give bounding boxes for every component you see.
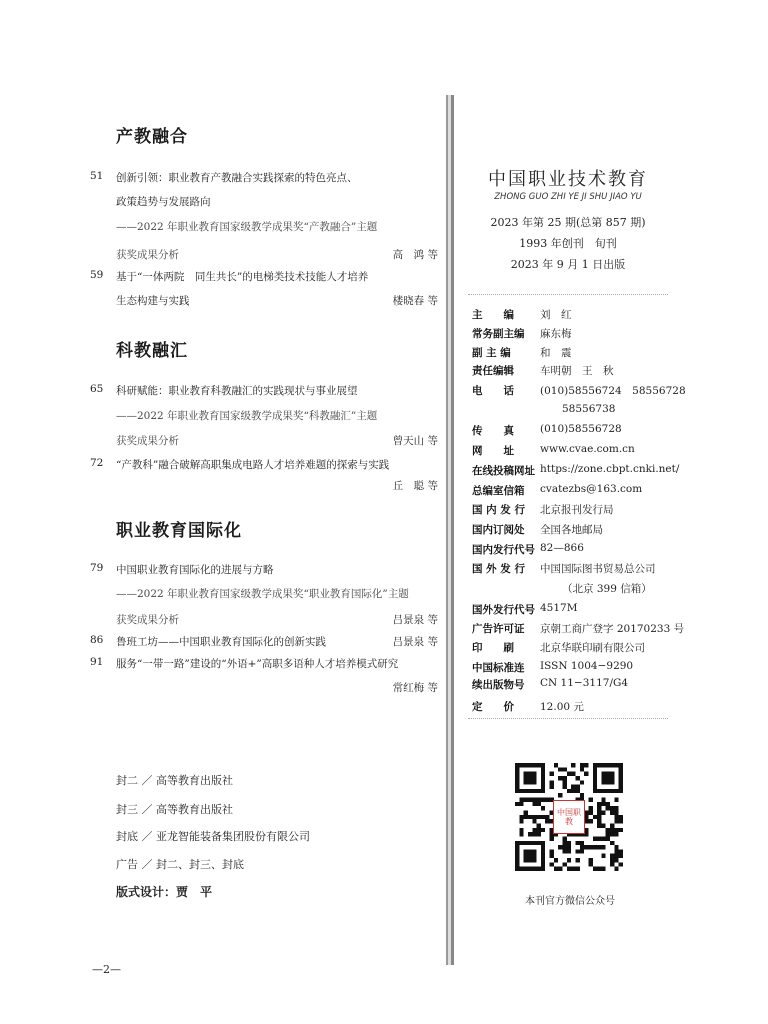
entry-title[interactable]: 鲁班工坊——中国职业教育国际化的创新实践 <box>116 636 326 648</box>
info-label: 中国标准连 <box>472 662 525 674</box>
column-divider <box>446 95 454 965</box>
entry-number: 51 <box>90 170 104 182</box>
credit-back-cover: 封底 ／ 亚龙智能装备集团股份有限公司 <box>116 830 310 843</box>
info-label: 责任编辑 <box>472 365 514 377</box>
info-value: 麻东梅 <box>540 328 572 340</box>
qr-center-logo: 中国职教 <box>553 800 585 834</box>
info-value: (010)58556728 <box>540 423 622 435</box>
info-value: 58556738 <box>562 403 616 415</box>
entry-subtitle-cont: 获奖成果分析 <box>116 249 179 261</box>
entry-title[interactable]: 创新引领：职业教育产教融合实践探索的特色亮点、 <box>116 172 358 184</box>
entry-author: 曾天山 等 <box>392 435 438 447</box>
info-label: 副 主 编 <box>472 347 511 359</box>
info-value: 全国各地邮局 <box>540 524 603 536</box>
info-label: 国外发行代号 <box>472 604 535 616</box>
info-label: 在线投稿网址 <box>472 465 535 477</box>
info-label: 国内发行代号 <box>472 544 535 556</box>
info-label: 国 外 发 行 <box>472 563 525 575</box>
entry-subtitle: ——2022 年职业教育国家级教学成果奖“职业教育国际化”主题 <box>116 588 409 600</box>
dotted-divider <box>468 718 668 719</box>
entry-title-cont[interactable]: 生态构建与实践 <box>116 295 190 307</box>
issue-number: 2023 年第 25 期(总第 857 期) <box>490 216 646 229</box>
info-value: 82—866 <box>540 542 584 554</box>
section-title-kejiao: 科教融汇 <box>116 341 188 361</box>
section-title-guojihua: 职业教育国际化 <box>116 521 242 541</box>
info-value: 车明朝 王 秋 <box>540 365 614 377</box>
info-value: 中国国际图书贸易总公司 <box>540 563 656 575</box>
entry-subtitle: ——2022 年职业教育国家级教学成果奖“科教融汇”主题 <box>116 410 378 422</box>
info-value[interactable]: https://zone.cbpt.cnki.net/ <box>540 463 680 475</box>
entry-subtitle: ——2022 年职业教育国家级教学成果奖“产教融合”主题 <box>116 221 378 233</box>
info-label: 传 真 <box>472 425 514 437</box>
entry-author: 高 鸿 等 <box>392 249 438 261</box>
info-value: 4517M <box>540 602 578 614</box>
info-value: ISSN 1004−9290 <box>540 660 634 672</box>
entry-number: 72 <box>90 457 104 469</box>
credit-layout-design: 版式设计：贾 平 <box>116 885 213 899</box>
info-value: 北京报刊发行局 <box>540 504 614 516</box>
credit-ads: 广告 ／ 封二、封三、封底 <box>116 858 244 871</box>
info-label: 电 话 <box>472 385 514 397</box>
info-value: 京朝工商广登字 20170233 号 <box>540 623 685 635</box>
entry-title[interactable]: 基于“一体两院 同生共长”的电梯类技术技能人才培养 <box>116 271 369 283</box>
info-label: 总编室信箱 <box>472 485 525 497</box>
credit-cover3: 封三 ／ 高等教育出版社 <box>116 803 233 816</box>
info-label: 常务副主编 <box>472 328 525 340</box>
dotted-divider <box>468 294 668 295</box>
entry-author: 常红梅 等 <box>392 682 438 694</box>
info-label: 广告许可证 <box>472 623 525 635</box>
entry-author: 楼晓春 等 <box>392 295 438 307</box>
info-value: 和 震 <box>540 347 572 359</box>
entry-number: 91 <box>90 656 104 668</box>
entry-title[interactable]: 服务“一带一路”建设的“外语+”高职多语种人才培养模式研究 <box>116 658 399 670</box>
info-label: 印 刷 <box>472 642 514 654</box>
info-value: （北京 399 信箱） <box>562 583 652 595</box>
info-value: 12.00 元 <box>540 701 584 713</box>
info-value: CN 11−3117/G4 <box>540 677 629 689</box>
info-label: 主 编 <box>472 309 514 321</box>
entry-title[interactable]: 中国职业教育国际化的进展与方略 <box>116 564 274 576</box>
entry-number: 59 <box>90 269 104 281</box>
info-label: 国内订阅处 <box>472 524 525 536</box>
entry-title[interactable]: 科研赋能：职业教育科教融汇的实践现状与事业展望 <box>116 385 358 397</box>
publish-date: 2023 年 9 月 1 日出版 <box>510 258 626 271</box>
entry-author: 吕景泉 等 <box>392 636 438 648</box>
entry-number: 86 <box>90 634 104 646</box>
info-value[interactable]: cvatezbs@163.com <box>540 483 643 495</box>
section-title-chanjiao: 产教融合 <box>116 127 188 147</box>
entry-number: 79 <box>90 562 104 574</box>
entry-title-cont[interactable]: 政策趋势与发展路向 <box>116 196 211 208</box>
page-number: —2— <box>92 963 121 976</box>
credit-cover2: 封二 ／ 高等教育出版社 <box>116 774 233 787</box>
info-value: 刘 红 <box>540 309 572 321</box>
entry-number: 65 <box>90 383 104 395</box>
info-label: 定 价 <box>472 701 514 713</box>
entry-title[interactable]: “产教科”融合破解高职集成电路人才培养难题的探索与实践 <box>116 459 390 471</box>
info-value: (010)58556724 58556728 <box>540 385 686 397</box>
entry-subtitle-cont: 获奖成果分析 <box>116 614 179 626</box>
info-label: 续出版物号 <box>472 679 525 691</box>
journal-title: 中国职业技术教育 <box>488 169 648 190</box>
info-value[interactable]: www.cvae.com.cn <box>540 443 635 455</box>
journal-pinyin: ZHONG GUO ZHI YE JI SHU JIAO YU <box>494 192 642 202</box>
entry-author: 丘 聪 等 <box>392 480 438 492</box>
founded-line: 1993 年创刊 旬刊 <box>519 237 617 250</box>
info-label: 国 内 发 行 <box>472 504 525 516</box>
info-value: 北京华联印刷有限公司 <box>540 642 645 654</box>
qr-caption: 本刊官方微信公众号 <box>525 896 615 907</box>
entry-subtitle-cont: 获奖成果分析 <box>116 435 179 447</box>
info-label: 网 址 <box>472 445 514 457</box>
entry-author: 吕景泉 等 <box>392 614 438 626</box>
